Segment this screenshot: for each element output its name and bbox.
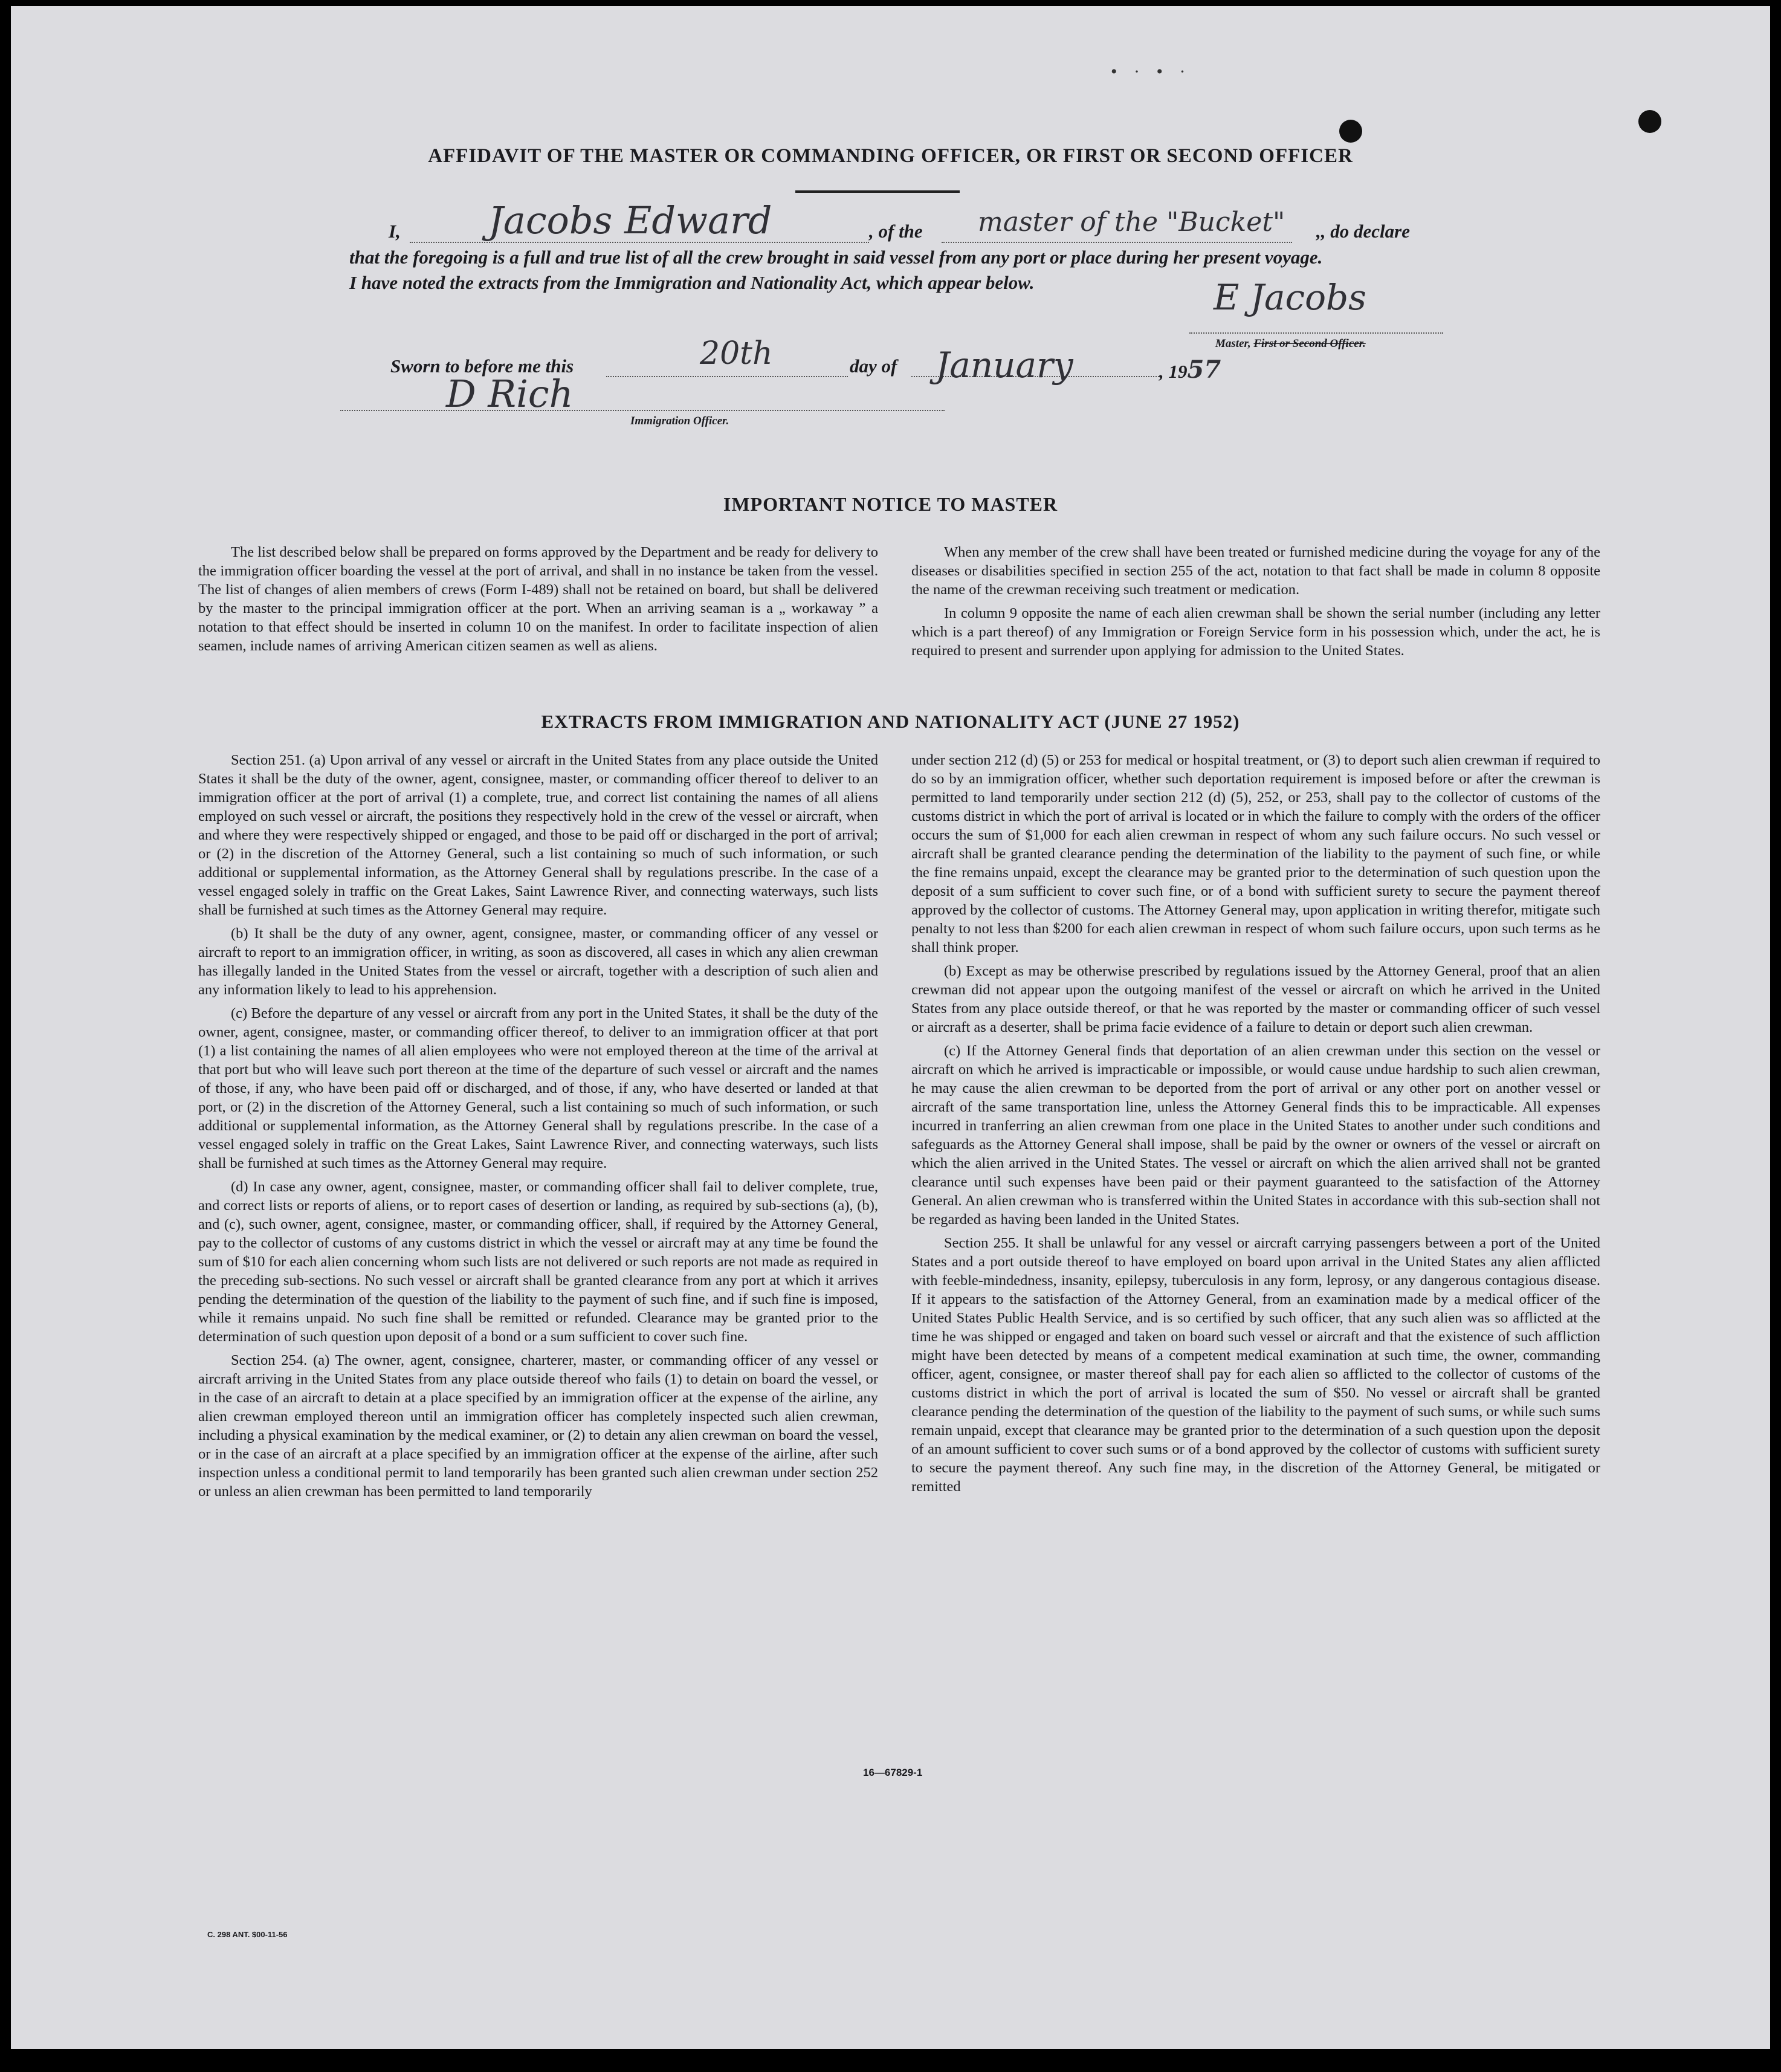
extract-paragraph: Section 255. It shall be unlawful for any vessel or aircraft carrying passengers between a port of the United States and a port outside thereof to have employed on board upon arrival in the United States any alien afflicted with feeble-mindedness, insanity, epilepsy, tuberculosis in any form, leprosy, or any dangerous contagious disease. If it appears to the satisfaction of the Attorney General, from an examination made by a medical officer of the United States Public Health Service, and is so certified by such officer, that any such alien was so afflicted at the time he was shipped or engaged and taken on board such vessel or aircraft and that the existence of such affliction might have been detected by means of a competent medical examination at such time, the owner, commanding officer, agent, consignee, or master thereof shall pay for each alien so afflicted to the collector of customs of the customs district in which the port of arrival is located the sum of $50. No vessel or aircraft shall be granted clearance pending the determination of the question of the liability to the payment of such sums, or while such sums remain unpaid, except that clearance may be granted prior to the determination of a such question upon the deposit of an amount sufficient to cover such sums or of a bond approved by the collector of customs with sufficient surety to secure the payment thereof. Any such fine may, in the discretion of the Attorney General, be mitigated or remitted xyxy=(911,1235,1600,1495)
master-signature: E Jacobs xyxy=(1214,277,1366,318)
notice-left-column xyxy=(198,543,878,660)
declarant-name: Jacobs Edward xyxy=(488,198,772,242)
day-of-label: day of xyxy=(850,355,897,377)
extract-paragraph: (c) Before the departure of any vessel or aircraft from any port in the United States, it shall be the duty of the owner, agent, consignee, master, or commanding officer thereof, to deliver to an immigration officer at that port (1) a list containing the names of all alien employees who were not employed thereon at the time of the arrival at that port but who will leave such port thereon at the time of the departure of such vessel or aircraft and the names of those, if any, who have been paid off or discharged, and of those, if any, who have deserted or landed at that port, or (2) in the discretion of the Attorney General, such a list containing so much of such information, or such additional or supplemental information, as the Attorney General shall by regulations prescribe. In the case of a vessel engaged solely in traffic on the Great Lakes, Saint Lawrence River, and connecting waterways, such lists shall be furnished at such times as the Attorney General may require. xyxy=(198,1005,878,1171)
declaration-line-2: that the foregoing is a full and true list of all the crew brought in said vessel from any port or place during her present voyage. xyxy=(349,247,1323,268)
document-page xyxy=(11,6,1770,2049)
of-the-label: , of the xyxy=(869,221,923,242)
declaration-line-3: I have noted the extracts from the Immigration and Nationality Act, which appear below. xyxy=(349,272,1035,293)
notice-paragraph: When any member of the crew shall have been treated or furnished medicine during the voyage for any of the diseases or disabilities specified in section 255 of the act, notation to that fact shall be made in column 8 opposite the name of the crewman receiving such treatment or medication. xyxy=(911,544,1600,598)
officer-caption: Immigration Officer. xyxy=(630,415,729,427)
role-fill-line xyxy=(942,242,1292,243)
form-number: 16—67829-1 xyxy=(863,1767,923,1778)
notice-paragraph: In column 9 opposite the name of each alien crewman shall be shown the serial number (including any letter which is a part thereof) of any Immigration or Foreign Service form in his possession which, under the act, he is required to present and surrender upon applying for admission to the United States. xyxy=(911,605,1600,659)
extracts-title: EXTRACTS FROM IMMIGRATION AND NATIONALITY ACT (JUNE 27 1952) xyxy=(541,711,1240,732)
notice-title: IMPORTANT NOTICE TO MASTER xyxy=(723,493,1058,515)
affidavit-title: AFFIDAVIT OF THE MASTER OR COMMANDING OFFICER, OR FIRST OR SECOND OFFICER xyxy=(428,145,1353,167)
extract-paragraph: (b) It shall be the duty of any owner, agent, consignee, master, or commanding officer of any vessel or aircraft to report to an immigration officer, in writing, as soon as discovered, all cases in which any alien crewman has illegally landed in the United States from the vessel or aircraft, together with a description of such alien and any information likely to lead to his apprehension. xyxy=(198,925,878,998)
sworn-day: 20th xyxy=(700,335,773,372)
sworn-month: January xyxy=(936,345,1073,386)
notice-paragraph: The list described below shall be prepared on forms approved by the Department and be ready for delivery to the immigration officer boarding the vessel at the port of arrival, and shall in no instance be taken from the vessel. The list of changes of alien members of crews (Form I-489) shall not be retained on board, but shall be delivered by the master to the principal immigration officer at the port. When an arriving seaman is a „ workaway ” a notation to that effect should be inserted in column 10 on the manifest. In order to facilitate inspection of alien seamen, include names of arriving American citizen seamen as well as aliens. xyxy=(198,544,878,654)
notice-right-column xyxy=(911,543,1600,665)
extracts-left-column xyxy=(198,751,878,1506)
extract-paragraph: Section 254. (a) The owner, agent, consignee, charterer, master, or commanding officer of any vessel or aircraft arriving in the United States from any place outside thereof who fails (1) to detain on board the vessel, or in the case of an aircraft to detain at a place specified by an immigration officer at the expense of the airline, any alien crewman employed thereon until an immigration officer has completely inspected such alien crewman, including a physical examination by the medical examiner, or (2) to detain any alien crewman on board the vessel, or in the case of an aircraft at a place specified by an immigration officer at the expense of the airline, after such inspection unless a conditional permit to land temporarily has been granted such alien crewman under section 252 or unless an alien crewman has been permitted to land temporarily xyxy=(198,1352,878,1500)
day-fill-line xyxy=(606,376,848,377)
declare-prefix: I, xyxy=(389,221,401,242)
extract-paragraph: (b) Except as may be otherwise prescribed by regulations issued by the Attorney General, proof that an alien crewman did not appear upon the outgoing manifest of the vessel or aircraft on which he arrived in the United States from any place outside thereof, or that he was reported by the master or commanding officer of such vessel or aircraft as a deserter, shall be prima facie evidence of a failure to detain or deport such alien crewman. xyxy=(911,963,1600,1035)
officer-signature-line xyxy=(340,410,945,411)
print-code: C. 298 ANT. $00-11-56 xyxy=(207,1930,288,1939)
title-rule xyxy=(795,190,960,193)
sworn-label: Sworn to before me this xyxy=(390,355,574,377)
declarant-role: master of the "Bucket" xyxy=(978,207,1285,238)
year-label: , 1957 xyxy=(1159,355,1221,384)
master-signature-line xyxy=(1189,332,1443,334)
extract-paragraph: (d) In case any owner, agent, consignee, master, or commanding officer shall fail to deliver complete, true, and correct lists or reports of aliens, or to report cases of desertion or landing, as required by sub-sections (a), (b), and (c), such owner, agent, consignee, master, or commanding officer, shall, if required by the Attorney General, pay to the collector of customs of any customs district in which the vessel or aircraft may at any time be found the sum of $10 for each alien concerning whom such lists are not delivered or such reports are not made as required in the preceding sub-sections. No such vessel or aircraft shall be granted clearance from any port at which it arrives pending the determination of the question of the liability to the payment of such fine, and if such fine is imposed, while it remains unpaid. No such fine shall be remitted or refunded. Clearance may be granted prior to the determination of such question upon deposit of a bond or a sum sufficient to cover such fine. xyxy=(198,1179,878,1345)
master-caption: Master, First or Second Officer. xyxy=(1215,337,1366,350)
extract-paragraph: Section 251. (a) Upon arrival of any vessel or aircraft in the United States from any place outside the United States it shall be the duty of the owner, agent, consignee, master, or commanding officer thereof to deliver to an immigration officer at the port of arrival (1) a complete, true, and correct list containing the names of all aliens employed on such vessel or aircraft, the positions they respectively hold in the crew of the vessel or aircraft, when and where they were respectively shipped or engaged, and those to be paid off or discharged in the port of arrival; or (2) in the discretion of the Attorney General, such a list containing so much of such information, or such additional or supplemental information, as the Attorney General shall by regulations prescribe. In the case of a vessel engaged solely in traffic on the Great Lakes, Saint Lawrence River, and connecting waterways, such lists shall be furnished at such times as the Attorney General may require. xyxy=(198,752,878,918)
sworn-year: 57 xyxy=(1187,355,1221,384)
do-declare-label: ,, do declare xyxy=(1316,221,1410,242)
officer-signature: D Rich xyxy=(446,372,574,416)
scan-specks: • · • · xyxy=(1111,62,1192,82)
extract-paragraph: (c) If the Attorney General finds that deportation of an alien crewman under this section on the vessel or aircraft on which he arrived is impracticable or impossible, or would cause undue hardship to such alien crewman, he may cause the alien crewman to be deported from the port of arrival or any other port on another vessel or aircraft of the same transportation line, unless the Attorney General finds this to be impracticable. All expenses incurred in tranferring an alien crewman from one place in the United States to another under such conditions and safeguards as the Attorney General shall impose, shall be paid by the owner or owners of the vessel or aircraft on which the alien arrived in the United States. The vessel or aircraft on which the alien arrived shall not be granted clearance until such expenses have been paid or their payment guaranteed to the satisfaction of the Attorney General. An alien crewman who is transferred within the United States in accordance with this sub-section shall not be regarded as having been landed in the United States. xyxy=(911,1043,1600,1228)
extracts-right-column xyxy=(911,751,1600,1501)
punch-hole xyxy=(1638,110,1661,133)
punch-hole xyxy=(1339,120,1362,143)
extract-paragraph: under section 212 (d) (5) or 253 for medical or hospital treatment, or (3) to deport such alien crewman if required to do so by an immigration officer, whether such deportation requirement is imposed before or after the crewman is permitted to land temporarily under section 212 (d) (5), 252, or 253, shall pay to the collector of customs of the customs district in which the port of arrival is located or in which the failure to comply with the orders of the officer occurs the sum of $1,000 for each alien crewman in respect of whom any such failure occurs. No such vessel or aircraft shall be granted clearance pending the determination of the liability to the payment of such fine, or while the fine remains unpaid, except the clearance may be granted prior to the determination of such question upon the deposit of a sum sufficient to cover such fine, or of a bond with sufficient surety to secure the payment thereof approved by the collector of customs. The Attorney General may, upon application in writing therefor, mitigate such penalty to not less than $200 for each alien crewman in respect of whom such failure occurs, upon such terms as he shall think proper. xyxy=(911,752,1600,956)
